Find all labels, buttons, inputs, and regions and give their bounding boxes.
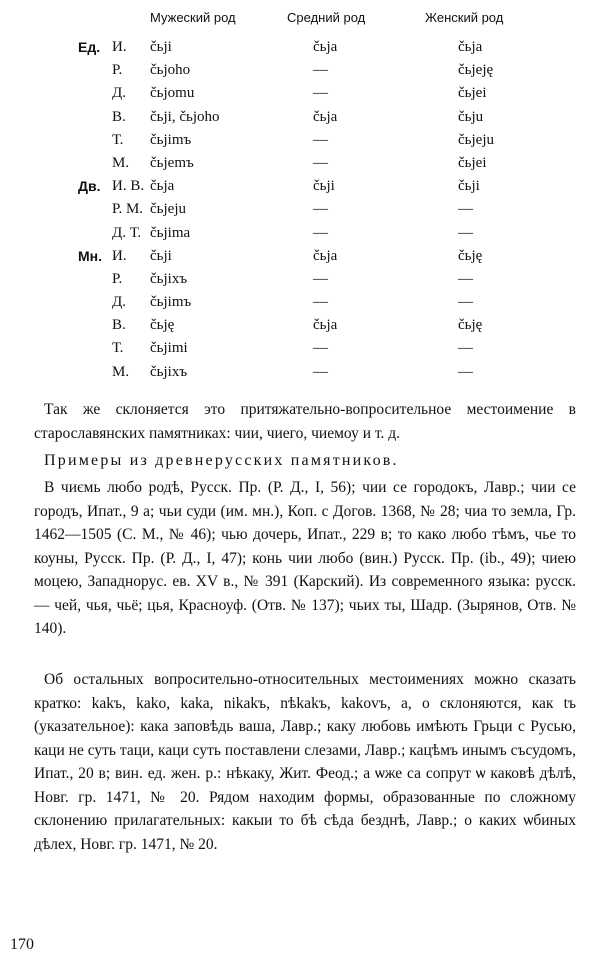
feminine-form: čьja [458,39,483,55]
neuter-form: — [313,201,328,218]
neuter-form: — [313,85,328,102]
feminine-form: — [458,224,473,241]
feminine-form: čьjeju [458,131,494,148]
table-row [0,36,600,59]
masculine-form: čьjima [150,224,191,241]
table-row [0,314,600,337]
masculine-form: čьjimъ [150,294,192,311]
case-label: Р. [112,270,123,287]
table-row [0,268,600,291]
table-row [0,129,600,152]
feminine-form: čьję [458,317,483,334]
page-number: 170 [10,936,34,953]
masculine-form: čьjimi [150,340,188,357]
declension-table [0,36,600,384]
feminine-form: — [458,270,473,287]
neuter-form: čьja [313,247,338,264]
masculine-form: čьjixъ [150,363,188,380]
case-label: Т. [112,340,124,357]
neuter-form: — [313,131,328,148]
case-label: В. [112,317,126,334]
table-row [0,337,600,360]
case-label: И. [112,247,127,264]
feminine-form: čьji [458,178,480,195]
neuter-form: — [313,294,328,311]
intro-paragraph [34,398,576,445]
case-label: И. [112,39,127,55]
feminine-form: — [458,294,473,311]
neuter-form: čьji [313,178,335,195]
number-label: Мн. [78,247,103,264]
table-row [0,361,600,384]
case-label: Д. [112,294,126,311]
declension-header [0,10,600,32]
feminine-form: — [458,201,473,218]
intro-text: Так же склоняется это притяжательно-вопросительное местоимение в старославянских памятниках: чии, чиего, чиемоу и т. д. [34,401,576,442]
masculine-form: čьja [150,178,175,195]
neuter-form: — [313,62,328,79]
case-label: М. [112,363,130,380]
case-label: И. В. [112,178,145,195]
table-row [0,106,600,129]
neuter-form: — [313,363,328,380]
case-label: В. [112,108,126,125]
neuter-form: — [313,340,328,357]
case-label: М. [112,154,130,171]
examples-paragraph [34,476,576,641]
neuter-form: — [313,224,328,241]
masculine-form: čьji, čьjoho [150,108,220,125]
masculine-form: čьjemъ [150,154,194,171]
masculine-form: čьji [150,247,172,264]
neuter-form: — [313,154,328,171]
masculine-form: čьjoho [150,62,191,79]
masculine-form: čьjeju [150,201,186,218]
case-label: Т. [112,131,124,148]
case-label: Д. Т. [112,224,142,241]
masculine-form: čьjomu [150,85,195,102]
feminine-form: — [458,340,473,357]
header-masculine: Мужеский род [150,10,236,25]
neuter-form: čьja [313,317,338,334]
table-row [0,245,600,268]
table-row [0,175,600,198]
feminine-form: čьju [458,108,484,125]
header-neuter: Средний род [287,10,366,25]
case-label: Р. М. [112,201,144,218]
feminine-form: čьjei [458,85,487,102]
examples-heading: Примеры из древнерусских памятников. [44,452,399,469]
masculine-form: čьji [150,39,172,55]
table-row [0,59,600,82]
other-pronouns-text: Об остальных вопросительно-относительных местоимениях можно сказать кратко: kakъ, kako, kaka, nikakъ, nѣkakъ, kakovъ, a, o склоняются, как tъ (указательное): кака заповѣдь ваша, Лавр.; каку любовь имѣють Грьци с Русью, каци не суть таци, каци суть поставлени слезами, Лавр.; кацѣмъ инымъ съсудомъ, Ипат., 20 в; вин. ед. жен. р.: нѣкаку, Жит. Феод.; а ѡже са сопрут ѡ каковѣ дѣлѣ, Новг. гр. 1471, № 20. Рядом находим формы, образованные по сложному склонению прилагательных: какыи то бѣ сѣда безднѣ, Лавр.; о каких ѡбиных дѣлех, Новг. гр. 1471, № 20. [34,671,576,853]
case-label: Д. [112,85,126,102]
table-row [0,152,600,175]
feminine-form: čьjei [458,154,487,171]
number-label: Дв. [78,178,101,195]
neuter-form: čьja [313,39,338,55]
case-label: Р. [112,62,123,79]
table-row [0,291,600,314]
feminine-form: čьję [458,247,483,264]
masculine-form: čьjimъ [150,131,192,148]
masculine-form: čьjixъ [150,270,188,287]
table-row [0,222,600,245]
masculine-form: čьję [150,317,175,334]
table-row [0,82,600,105]
feminine-form: čьjeję [458,62,494,79]
header-feminine: Женский род [425,10,504,25]
examples-text: В чиємь любо родѣ, Русск. Пр. (Р. Д., I, 56); чии се городокъ, Лавр.; чии се городъ, Ипат., 9 а; чьи суди (им. мн.), Коп. с Догов. 1368, № 28; чиа то земла, Гр. 1462—1505 (С. М., № 46); чью дочерь, Ипат., 229 в; то како любо тѣмъ, чье то коуны, Русск. Пр. (Р. Д., I, 47); конь чии любо (вин.) Русск. Пр. (ib., 49); чиею моцею, Западнорус. ев. XV в., № 391 (Карский). Из современного языка: русск. — чей, чья, чьё; цья, Красноуф. (Отв. № 137); чьих ты, Шадр. (Зырянов, Отв. № 140). [34,479,576,637]
neuter-form: čьja [313,108,338,125]
feminine-form: — [458,363,473,380]
number-label: Ед. [78,39,101,55]
other-pronouns-paragraph [34,668,576,856]
table-row [0,198,600,221]
neuter-form: — [313,270,328,287]
